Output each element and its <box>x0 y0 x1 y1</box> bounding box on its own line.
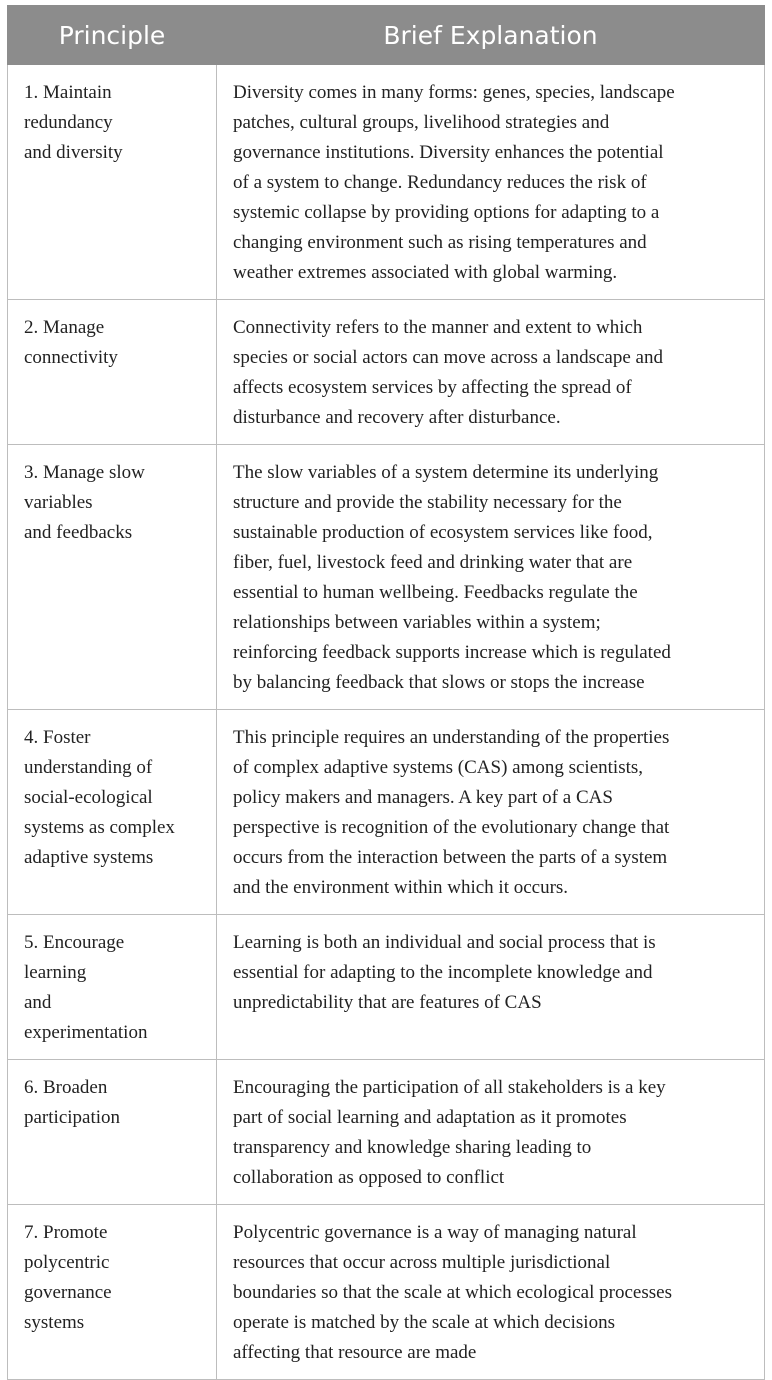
principles-table-container <box>7 5 764 1380</box>
explanation-text-line: species or social actors can move across a landscape and <box>233 347 663 368</box>
table-row <box>8 710 765 915</box>
table-row <box>8 300 765 445</box>
explanation-text-line: The slow variables of a system determine its underlying <box>233 462 659 483</box>
explanation-text-line: This principle requires an understanding of the properties <box>233 727 670 748</box>
explanation-text-line: disturbance and recovery after disturbance. <box>233 407 561 428</box>
principle-text-line: polycentric <box>24 1252 110 1273</box>
principle-text-line: 5. Encourage <box>24 932 125 953</box>
principle-text-line: experimentation <box>24 1022 148 1043</box>
table-row <box>8 1205 765 1380</box>
explanation-text-line: sustainable production of ecosystem services like food, <box>233 522 653 543</box>
explanation-text-line: by balancing feedback that slows or stops the increase <box>233 672 645 693</box>
explanation-text-line: affects ecosystem services by affecting the spread of <box>233 377 632 398</box>
explanation-text-line: governance institutions. Diversity enhances the potential <box>233 142 664 163</box>
explanation-text-line: part of social learning and adaptation as it promotes <box>233 1107 627 1128</box>
explanation-text-line: changing environment such as rising temperatures and <box>233 232 647 253</box>
explanation-text-line: and the environment within which it occurs. <box>233 877 569 898</box>
principle-text-line: 6. Broaden <box>24 1077 108 1098</box>
explanation-cell <box>217 1205 765 1380</box>
principle-column-header: Principle <box>8 6 217 65</box>
explanation-text-line: Diversity comes in many forms: genes, species, landscape <box>233 82 675 103</box>
explanation-cell <box>217 710 765 915</box>
principle-text-line: and <box>24 992 52 1013</box>
explanation-text-line: resources that occur across multiple jurisdictional <box>233 1252 611 1273</box>
principle-cell <box>8 915 217 1060</box>
explanation-column-header: Brief Explanation <box>217 6 765 65</box>
principle-text-line: systems <box>24 1312 85 1333</box>
principle-text-line: participation <box>24 1107 121 1128</box>
explanation-text-line: of complex adaptive systems (CAS) among scientists, <box>233 757 644 778</box>
explanation-text-line: affecting that resource are made <box>233 1342 477 1363</box>
principle-text-line: 3. Manage slow <box>24 462 145 483</box>
principle-text-line: social-ecological <box>24 787 153 808</box>
principle-text-line: 7. Promote <box>24 1222 108 1243</box>
table-row <box>8 1060 765 1205</box>
table-row <box>8 65 765 300</box>
explanation-text-line: collaboration as opposed to conflict <box>233 1167 505 1188</box>
principle-text-line: and diversity <box>24 142 123 163</box>
explanation-text-line: structure and provide the stability necessary for the <box>233 492 622 513</box>
principle-text-line: adaptive systems <box>24 847 154 868</box>
principle-text-line: and feedbacks <box>24 522 133 543</box>
explanation-text-line: Polycentric governance is a way of managing natural <box>233 1222 637 1243</box>
explanation-text-line: of a system to change. Redundancy reduces the risk of <box>233 172 647 193</box>
explanation-text-line: operate is matched by the scale at which decisions <box>233 1312 615 1333</box>
explanation-text-line: relationships between variables within a system; <box>233 612 601 633</box>
principle-text-line: understanding of <box>24 757 153 778</box>
principle-text-line: governance <box>24 1282 112 1303</box>
explanation-text-line: boundaries so that the scale at which ecological processes <box>233 1282 672 1303</box>
principle-text-line: connectivity <box>24 347 118 368</box>
explanation-text-line: Learning is both an individual and social process that is <box>233 932 656 953</box>
table-body <box>8 65 765 1380</box>
principles-table <box>7 5 765 1380</box>
explanation-text-line: unpredictability that are features of CAS <box>233 992 542 1013</box>
principle-cell <box>8 445 217 710</box>
table-row <box>8 915 765 1060</box>
explanation-text-line: policy makers and managers. A key part of a CAS <box>233 787 613 808</box>
principle-cell <box>8 1060 217 1205</box>
explanation-cell <box>217 1060 765 1205</box>
explanation-text-line: weather extremes associated with global warming. <box>233 262 618 283</box>
explanation-text-line: essential to human wellbeing. Feedbacks regulate the <box>233 582 638 603</box>
explanation-text-line: essential for adapting to the incomplete knowledge and <box>233 962 653 983</box>
principle-cell <box>8 300 217 445</box>
principle-text-line: 1. Maintain <box>24 82 112 103</box>
table-row <box>8 445 765 710</box>
explanation-text-line: transparency and knowledge sharing leading to <box>233 1137 592 1158</box>
principle-cell <box>8 65 217 300</box>
explanation-text-line: patches, cultural groups, livelihood strategies and <box>233 112 610 133</box>
principle-text-line: 4. Foster <box>24 727 91 748</box>
principle-cell <box>8 710 217 915</box>
principle-text-line: learning <box>24 962 87 983</box>
header-row <box>8 6 765 65</box>
principle-cell <box>8 1205 217 1380</box>
explanation-cell <box>217 300 765 445</box>
principle-text-line: variables <box>24 492 93 513</box>
explanation-cell <box>217 445 765 710</box>
explanation-text-line: perspective is recognition of the evolutionary change that <box>233 817 670 838</box>
explanation-text-line: occurs from the interaction between the parts of a system <box>233 847 668 868</box>
principle-text-line: redundancy <box>24 112 113 133</box>
explanation-text-line: fiber, fuel, livestock feed and drinking water that are <box>233 552 633 573</box>
explanation-text-line: Encouraging the participation of all stakeholders is a key <box>233 1077 666 1098</box>
explanation-cell <box>217 915 765 1060</box>
principle-text-line: systems as complex <box>24 817 175 838</box>
explanation-text-line: systemic collapse by providing options for adapting to a <box>233 202 660 223</box>
explanation-cell <box>217 65 765 300</box>
explanation-text-line: Connectivity refers to the manner and extent to which <box>233 317 643 338</box>
explanation-text-line: reinforcing feedback supports increase which is regulated <box>233 642 671 663</box>
principle-text-line: 2. Manage <box>24 317 105 338</box>
